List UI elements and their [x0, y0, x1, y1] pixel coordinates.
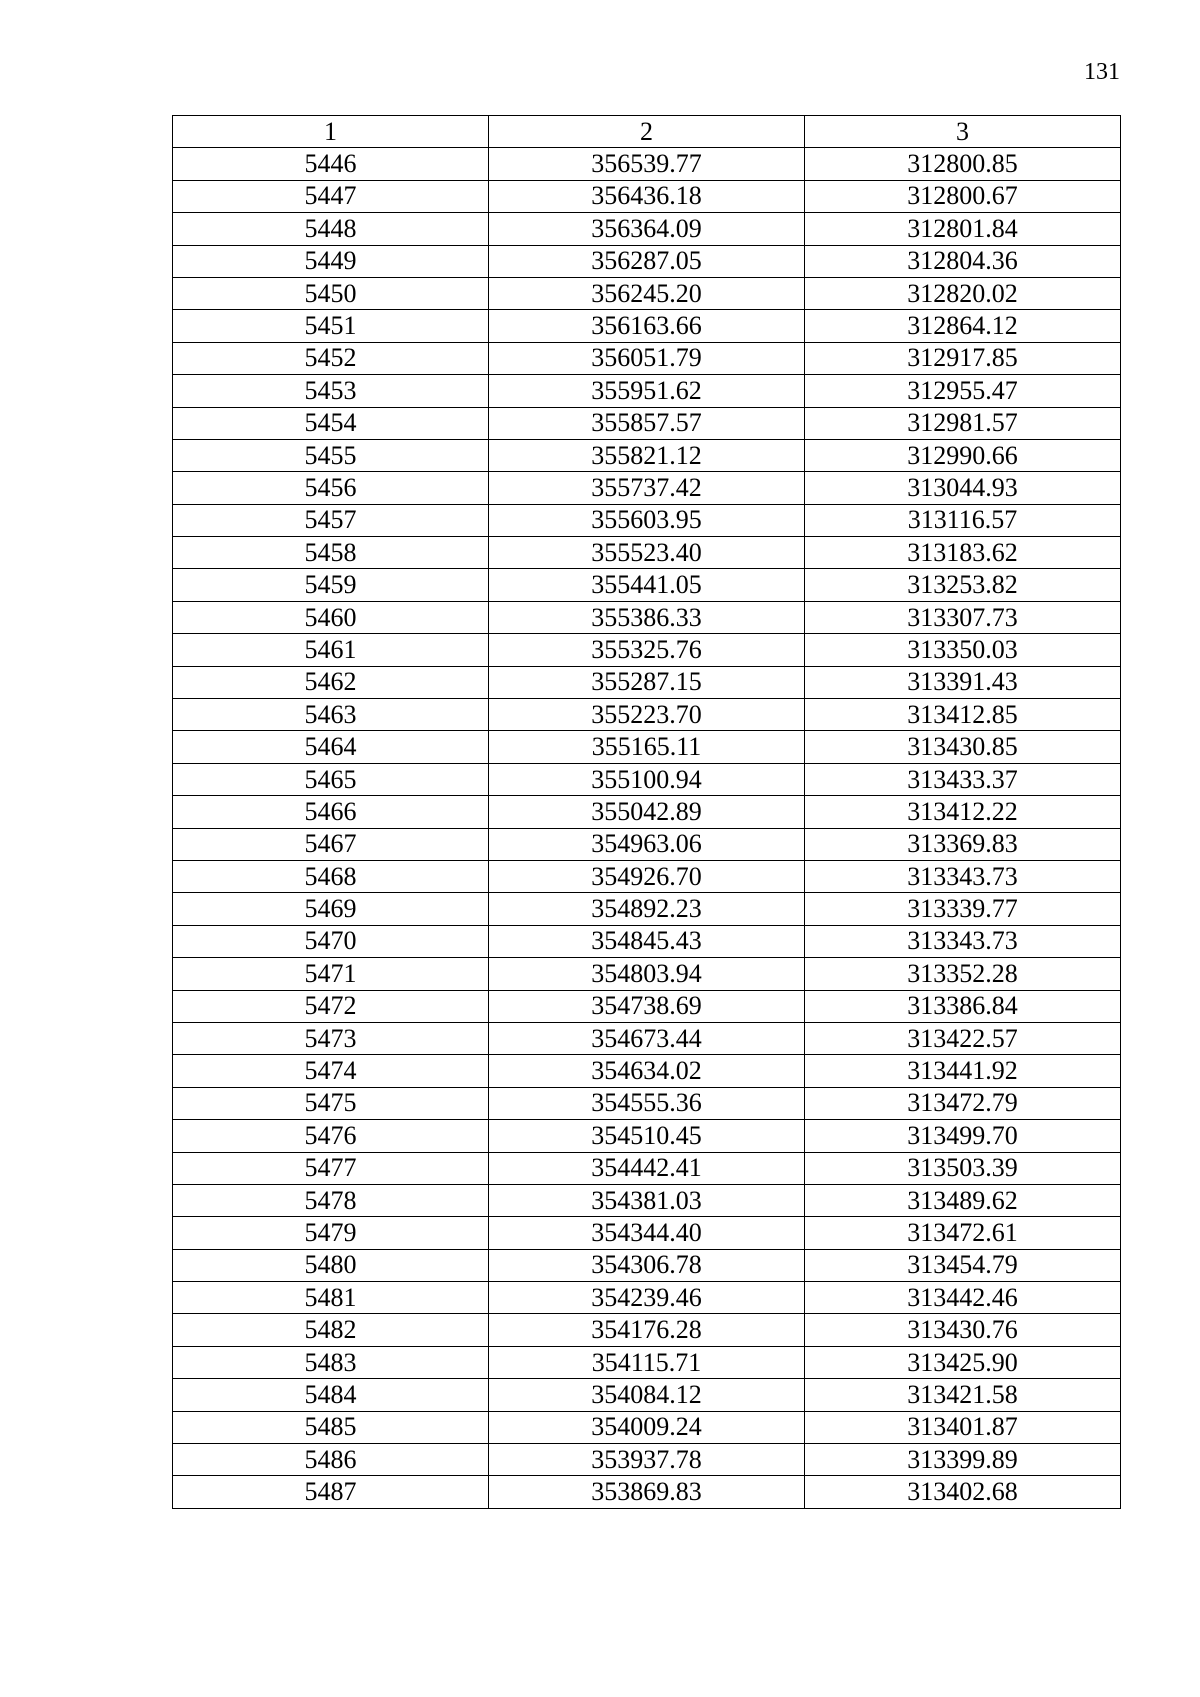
table-cell-col-3: 313489.62	[805, 1184, 1121, 1216]
table-row	[173, 1087, 1121, 1119]
table-cell-col-3: 313425.90	[805, 1346, 1121, 1378]
table-cell-col-1: 5473	[173, 1022, 489, 1054]
table-cell-col-3: 313503.39	[805, 1152, 1121, 1184]
table-cell-col-3: 313412.85	[805, 699, 1121, 731]
table-row	[173, 569, 1121, 601]
column-header-1: 1	[173, 116, 489, 148]
table-cell-col-2: 354306.78	[489, 1249, 805, 1281]
table-cell-col-1: 5469	[173, 893, 489, 925]
table-cell-col-2: 354926.70	[489, 860, 805, 892]
table-cell-col-2: 356163.66	[489, 310, 805, 342]
table-cell-col-1: 5452	[173, 342, 489, 374]
table-cell-col-1: 5446	[173, 148, 489, 180]
table-cell-col-2: 356539.77	[489, 148, 805, 180]
table-row	[173, 601, 1121, 633]
table-cell-col-3: 313472.79	[805, 1087, 1121, 1119]
table-cell-col-1: 5447	[173, 180, 489, 212]
table-row	[173, 1379, 1121, 1411]
table-row	[173, 731, 1121, 763]
table-cell-col-2: 354892.23	[489, 893, 805, 925]
table-cell-col-2: 355287.15	[489, 666, 805, 698]
table-cell-col-1: 5468	[173, 860, 489, 892]
table-cell-col-2: 355100.94	[489, 763, 805, 795]
table-cell-col-3: 312981.57	[805, 407, 1121, 439]
table-cell-col-3: 313253.82	[805, 569, 1121, 601]
table-cell-col-2: 356364.09	[489, 213, 805, 245]
table-cell-col-2: 354084.12	[489, 1379, 805, 1411]
table-body	[173, 148, 1121, 1508]
table-cell-col-1: 5463	[173, 699, 489, 731]
table-cell-col-2: 355165.11	[489, 731, 805, 763]
table-row	[173, 860, 1121, 892]
table-cell-col-3: 313499.70	[805, 1120, 1121, 1152]
table-cell-col-3: 313352.28	[805, 958, 1121, 990]
table-cell-col-2: 354634.02	[489, 1055, 805, 1087]
table-cell-col-3: 312990.66	[805, 439, 1121, 471]
column-header-2: 2	[489, 116, 805, 148]
table-cell-col-3: 313472.61	[805, 1217, 1121, 1249]
table-cell-col-2: 355603.95	[489, 504, 805, 536]
table-row	[173, 925, 1121, 957]
table-cell-col-3: 312800.85	[805, 148, 1121, 180]
table-cell-col-2: 355821.12	[489, 439, 805, 471]
table-cell-col-1: 5461	[173, 634, 489, 666]
table-cell-col-2: 354344.40	[489, 1217, 805, 1249]
table-cell-col-1: 5472	[173, 990, 489, 1022]
table-cell-col-1: 5454	[173, 407, 489, 439]
table-cell-col-1: 5480	[173, 1249, 489, 1281]
table-cell-col-1: 5482	[173, 1314, 489, 1346]
table-cell-col-1: 5470	[173, 925, 489, 957]
column-header-3: 3	[805, 116, 1121, 148]
table-cell-col-3: 313369.83	[805, 828, 1121, 860]
table-cell-col-2: 355223.70	[489, 699, 805, 731]
table-cell-col-3: 313412.22	[805, 796, 1121, 828]
table-cell-col-2: 356436.18	[489, 180, 805, 212]
table-row	[173, 1476, 1121, 1508]
table-cell-col-2: 355951.62	[489, 375, 805, 407]
table-header	[173, 116, 1121, 148]
table-cell-col-2: 355737.42	[489, 472, 805, 504]
table-cell-col-1: 5467	[173, 828, 489, 860]
table-cell-col-3: 312955.47	[805, 375, 1121, 407]
table-row	[173, 310, 1121, 342]
table-cell-col-1: 5460	[173, 601, 489, 633]
table-row	[173, 958, 1121, 990]
table-cell-col-1: 5475	[173, 1087, 489, 1119]
table-cell-col-1: 5453	[173, 375, 489, 407]
table-cell-col-3: 313391.43	[805, 666, 1121, 698]
table-cell-col-2: 354381.03	[489, 1184, 805, 1216]
table-cell-col-2: 354803.94	[489, 958, 805, 990]
table-cell-col-1: 5479	[173, 1217, 489, 1249]
table-cell-col-2: 354115.71	[489, 1346, 805, 1378]
table-row	[173, 828, 1121, 860]
table-cell-col-3: 312804.36	[805, 245, 1121, 277]
table-cell-col-1: 5458	[173, 537, 489, 569]
table-cell-col-3: 312917.85	[805, 342, 1121, 374]
table-cell-col-3: 313402.68	[805, 1476, 1121, 1508]
table-row	[173, 1314, 1121, 1346]
table-header-row	[173, 116, 1121, 148]
table-cell-col-2: 354963.06	[489, 828, 805, 860]
table-cell-col-2: 355857.57	[489, 407, 805, 439]
table-cell-col-3: 313430.76	[805, 1314, 1121, 1346]
table-row	[173, 699, 1121, 731]
table-row	[173, 1120, 1121, 1152]
table-row	[173, 1444, 1121, 1476]
table-row	[173, 245, 1121, 277]
page-number: 131	[1084, 59, 1120, 85]
table-cell-col-1: 5478	[173, 1184, 489, 1216]
table-cell-col-3: 313343.73	[805, 860, 1121, 892]
table-row	[173, 180, 1121, 212]
table-cell-col-1: 5487	[173, 1476, 489, 1508]
table-cell-col-3: 313454.79	[805, 1249, 1121, 1281]
table-cell-col-1: 5474	[173, 1055, 489, 1087]
table-cell-col-2: 356051.79	[489, 342, 805, 374]
table-row	[173, 1282, 1121, 1314]
table-row	[173, 407, 1121, 439]
table-cell-col-3: 313116.57	[805, 504, 1121, 536]
table-cell-col-3: 313441.92	[805, 1055, 1121, 1087]
table-cell-col-1: 5485	[173, 1411, 489, 1443]
table-row	[173, 472, 1121, 504]
table-cell-col-2: 356245.20	[489, 277, 805, 309]
table-cell-col-3: 313343.73	[805, 925, 1121, 957]
table-cell-col-3: 313442.46	[805, 1282, 1121, 1314]
table-cell-col-1: 5448	[173, 213, 489, 245]
table-cell-col-2: 355325.76	[489, 634, 805, 666]
table-cell-col-3: 313386.84	[805, 990, 1121, 1022]
table-cell-col-1: 5481	[173, 1282, 489, 1314]
table-cell-col-3: 313421.58	[805, 1379, 1121, 1411]
table-cell-col-2: 355441.05	[489, 569, 805, 601]
table-cell-col-2: 354009.24	[489, 1411, 805, 1443]
table-cell-col-3: 313399.89	[805, 1444, 1121, 1476]
table-cell-col-3: 313183.62	[805, 537, 1121, 569]
table-cell-col-2: 353869.83	[489, 1476, 805, 1508]
table-cell-col-1: 5484	[173, 1379, 489, 1411]
table-row	[173, 342, 1121, 374]
table-row	[173, 375, 1121, 407]
table-row	[173, 1346, 1121, 1378]
table-cell-col-3: 312800.67	[805, 180, 1121, 212]
table-cell-col-1: 5456	[173, 472, 489, 504]
table-row	[173, 1055, 1121, 1087]
table-row	[173, 213, 1121, 245]
table-cell-col-2: 355523.40	[489, 537, 805, 569]
table-row	[173, 1152, 1121, 1184]
table-cell-col-3: 313339.77	[805, 893, 1121, 925]
table-cell-col-2: 354845.43	[489, 925, 805, 957]
table-cell-col-1: 5455	[173, 439, 489, 471]
table-cell-col-3: 313401.87	[805, 1411, 1121, 1443]
table-cell-col-2: 354673.44	[489, 1022, 805, 1054]
table-row	[173, 1184, 1121, 1216]
table-cell-col-3: 312801.84	[805, 213, 1121, 245]
table-cell-col-2: 354176.28	[489, 1314, 805, 1346]
table-cell-col-2: 355386.33	[489, 601, 805, 633]
table-row	[173, 634, 1121, 666]
table-row	[173, 763, 1121, 795]
table-cell-col-1: 5449	[173, 245, 489, 277]
table-cell-col-2: 354555.36	[489, 1087, 805, 1119]
table-cell-col-2: 353937.78	[489, 1444, 805, 1476]
coordinates-table	[172, 115, 1121, 1509]
table-row	[173, 277, 1121, 309]
table-cell-col-1: 5451	[173, 310, 489, 342]
table-cell-col-1: 5464	[173, 731, 489, 763]
table-row	[173, 537, 1121, 569]
table-row	[173, 1411, 1121, 1443]
table-row	[173, 1249, 1121, 1281]
table-row	[173, 439, 1121, 471]
table-cell-col-1: 5462	[173, 666, 489, 698]
table-cell-col-3: 313433.37	[805, 763, 1121, 795]
table-cell-col-1: 5486	[173, 1444, 489, 1476]
table-cell-col-2: 354442.41	[489, 1152, 805, 1184]
table-row	[173, 1022, 1121, 1054]
table-cell-col-1: 5465	[173, 763, 489, 795]
table-cell-col-1: 5459	[173, 569, 489, 601]
table-cell-col-1: 5466	[173, 796, 489, 828]
table-cell-col-1: 5477	[173, 1152, 489, 1184]
table-cell-col-3: 313350.03	[805, 634, 1121, 666]
table-cell-col-1: 5471	[173, 958, 489, 990]
table-cell-col-2: 354510.45	[489, 1120, 805, 1152]
table-cell-col-2: 354239.46	[489, 1282, 805, 1314]
table-cell-col-3: 313422.57	[805, 1022, 1121, 1054]
table-cell-col-3: 312864.12	[805, 310, 1121, 342]
table-cell-col-3: 313307.73	[805, 601, 1121, 633]
table-row	[173, 893, 1121, 925]
table-cell-col-1: 5450	[173, 277, 489, 309]
table-cell-col-1: 5483	[173, 1346, 489, 1378]
table-cell-col-3: 313044.93	[805, 472, 1121, 504]
table-cell-col-1: 5457	[173, 504, 489, 536]
table-row	[173, 504, 1121, 536]
table-row	[173, 796, 1121, 828]
table-row	[173, 1217, 1121, 1249]
table-cell-col-2: 354738.69	[489, 990, 805, 1022]
table-row	[173, 148, 1121, 180]
table-row	[173, 990, 1121, 1022]
table-cell-col-3: 312820.02	[805, 277, 1121, 309]
table-cell-col-3: 313430.85	[805, 731, 1121, 763]
table-cell-col-2: 355042.89	[489, 796, 805, 828]
table-cell-col-1: 5476	[173, 1120, 489, 1152]
table-row	[173, 666, 1121, 698]
table-cell-col-2: 356287.05	[489, 245, 805, 277]
